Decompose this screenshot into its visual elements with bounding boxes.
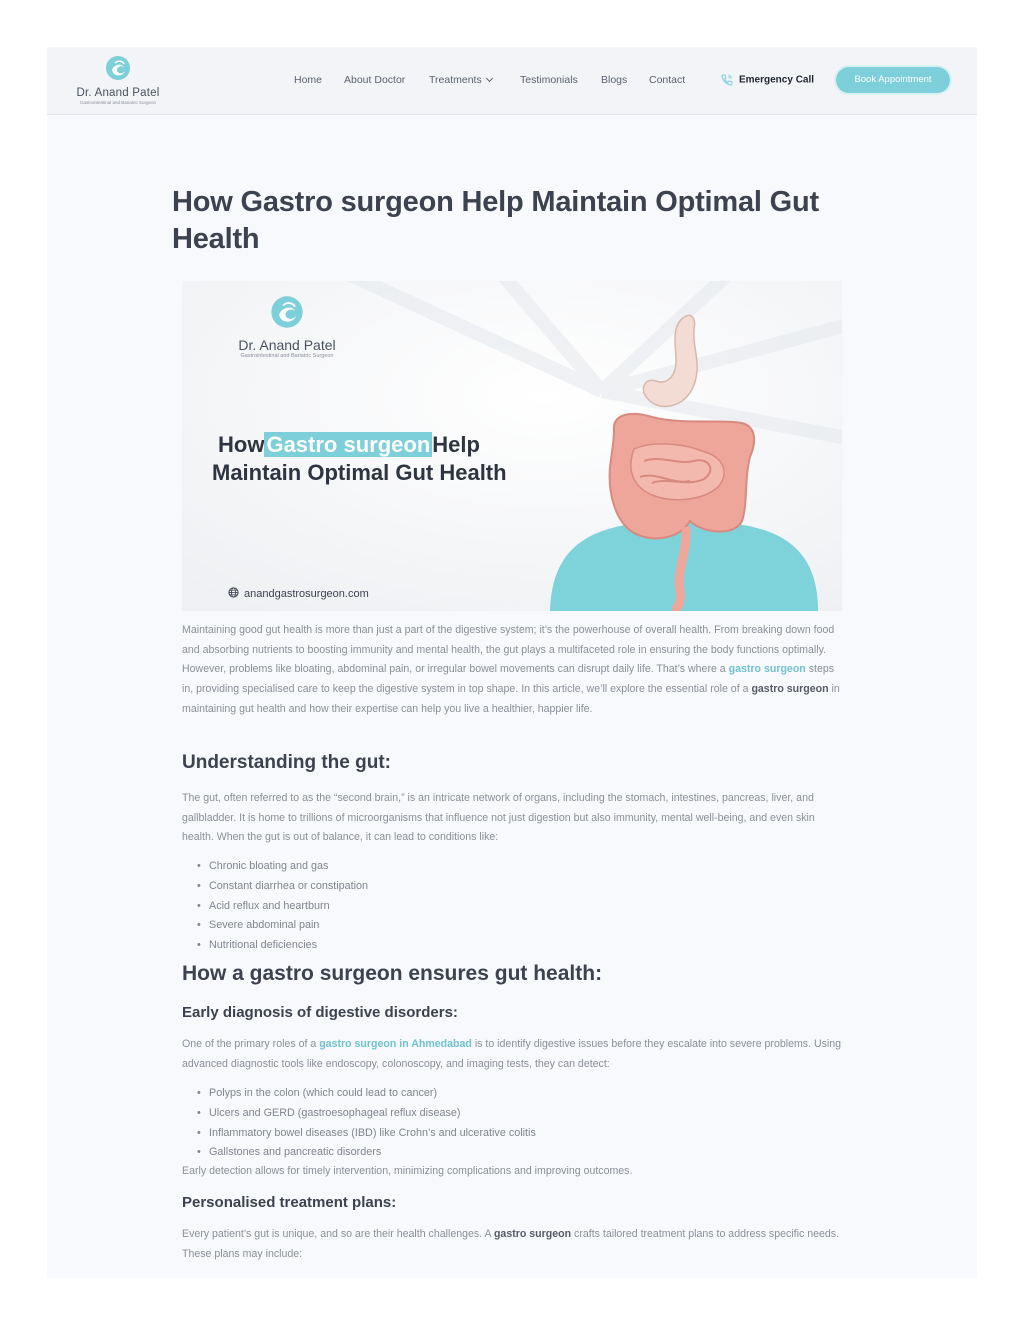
hero-logo	[222, 295, 352, 359]
globe-icon	[228, 587, 239, 598]
list-item: • Chronic bloating and gas	[197, 857, 368, 877]
treatment-bold: gastro surgeon	[493, 1228, 572, 1240]
nav-about-doctor[interactable]: About Doctor	[344, 74, 406, 86]
hero-heading-post: Help	[432, 432, 480, 457]
intro-text-1: Maintaining good gut health is more than just a part of the digestive system; it’s the powerhouse of overall health. From breaking down food and absorbing nutrients to boosting immunity and mental health, the gut plays a multifaceted role in ensuring the body functions optimally. However, problems like bloating, abdominal pain, or irregular bowel movements can disrupt daily life. That’s where a	[182, 624, 835, 676]
hero-heading-line2: Maintain Optimal Gut Health	[212, 460, 507, 485]
early-detection-note: Early detection allows for timely intervention, minimizing complications and improving outcomes.	[182, 1165, 633, 1177]
list-item: • Gallstones and pancreatic disorders	[197, 1143, 536, 1163]
chevron-down-icon	[486, 75, 493, 82]
nav-testimonials[interactable]: Testimonials	[520, 74, 578, 86]
list-item: • Acid reflux and heartburn	[197, 897, 368, 917]
treatment-paragraph	[182, 1225, 847, 1264]
emergency-call-label: Emergency Call	[739, 74, 815, 86]
list-item: • Severe abdominal pain	[197, 916, 368, 936]
site-logo[interactable]	[73, 55, 163, 107]
hero-website-url: anandgastrosurgeon.com	[244, 588, 369, 600]
list-item: • Ulcers and GERD (gastroesophageal reflux disease)	[197, 1104, 536, 1124]
diagnosis-text-2: is to identify digestive issues before they escalate into severe problems. Using advanced diagnostic tools like endoscopy, colonoscopy, and imaging tests, they can detect:	[182, 1038, 842, 1070]
list-item: • Inflammatory bowel diseases (IBD) like Crohn’s and ulcerative colitis	[197, 1124, 536, 1144]
site-header	[47, 47, 977, 115]
intro-text-2: steps in, providing specialised care to keep the digestive system in top shape. In this article, we’ll explore the essential role of a	[182, 663, 835, 696]
subheading-personalised-plans: Personalised treatment plans:	[182, 1194, 397, 1211]
treatment-text-2: crafts tailored treatment plans to address specific needs. These plans may include:	[182, 1228, 840, 1260]
hero-image	[182, 281, 842, 611]
hero-website	[228, 587, 369, 600]
hero-logo-tagline: Gastrointestinal and Bariatric Surgeon	[240, 353, 334, 359]
diagnosis-paragraph	[182, 1035, 847, 1074]
logo-name: Dr. Anand Patel	[76, 87, 160, 99]
understanding-paragraph: The gut, often referred to as the “second brain,” is an intricate network of organs, including the stomach, intestines, pancreas, liver, and gallbladder. It is home to trillions of microorganisms that influence not just digestion but also immunity, mental well-being, and even skin health. When the gut is out of balance, it can lead to conditions like:	[182, 792, 815, 844]
logo-tagline: Gastrointestinal and Bariatric Surgeon	[79, 100, 157, 105]
intro-paragraph	[182, 621, 847, 720]
treatment-text-1: Every patient’s gut is unique, and so are their health challenges. A	[182, 1228, 491, 1240]
hero-heading-pre: How	[218, 432, 265, 457]
detect-list	[197, 1084, 536, 1163]
nav-contact[interactable]: Contact	[649, 74, 686, 86]
emergency-call-link[interactable]	[720, 73, 814, 87]
intro-bold: gastro surgeon	[751, 683, 829, 696]
nav-home[interactable]: Home	[294, 74, 323, 86]
phone-icon	[720, 73, 734, 87]
gastro-surgeon-link[interactable]: gastro surgeon	[728, 663, 806, 676]
nav-treatments-label: Treatments	[429, 74, 482, 86]
hero-logo-name: Dr. Anand Patel	[238, 337, 336, 353]
intro-text-3: in maintaining gut health and how their expertise can help you live a healthier, happier life.	[182, 683, 840, 715]
hero-logo-icon	[270, 295, 304, 329]
gastro-surgeon-ahmedabad-link[interactable]: gastro surgeon in Ahmedabad	[319, 1038, 472, 1050]
conditions-list	[197, 857, 368, 956]
subheading-early-diagnosis: Early diagnosis of digestive disorders:	[182, 1004, 458, 1021]
diagnosis-text-1: One of the primary roles of a	[182, 1038, 317, 1050]
hero-heading	[212, 431, 507, 487]
logo-icon	[105, 55, 131, 81]
nav-blogs[interactable]: Blogs	[601, 74, 628, 86]
list-item: • Polyps in the colon (which could lead to cancer)	[197, 1084, 536, 1104]
nav-treatments[interactable]	[429, 74, 492, 86]
list-item: • Constant diarrhea or constipation	[197, 877, 368, 897]
section-heading-ensures: How a gastro surgeon ensures gut health:	[182, 962, 603, 985]
article-title: How Gastro surgeon Help Maintain Optimal Gut Health	[172, 186, 819, 255]
book-appointment-button[interactable]: Book Appointment	[836, 67, 950, 93]
list-item: • Nutritional deficiencies	[197, 936, 368, 956]
section-heading-understanding: Understanding the gut:	[182, 752, 391, 773]
hero-heading-highlight: Gastro surgeon	[266, 432, 431, 457]
page-frame	[47, 47, 977, 1278]
